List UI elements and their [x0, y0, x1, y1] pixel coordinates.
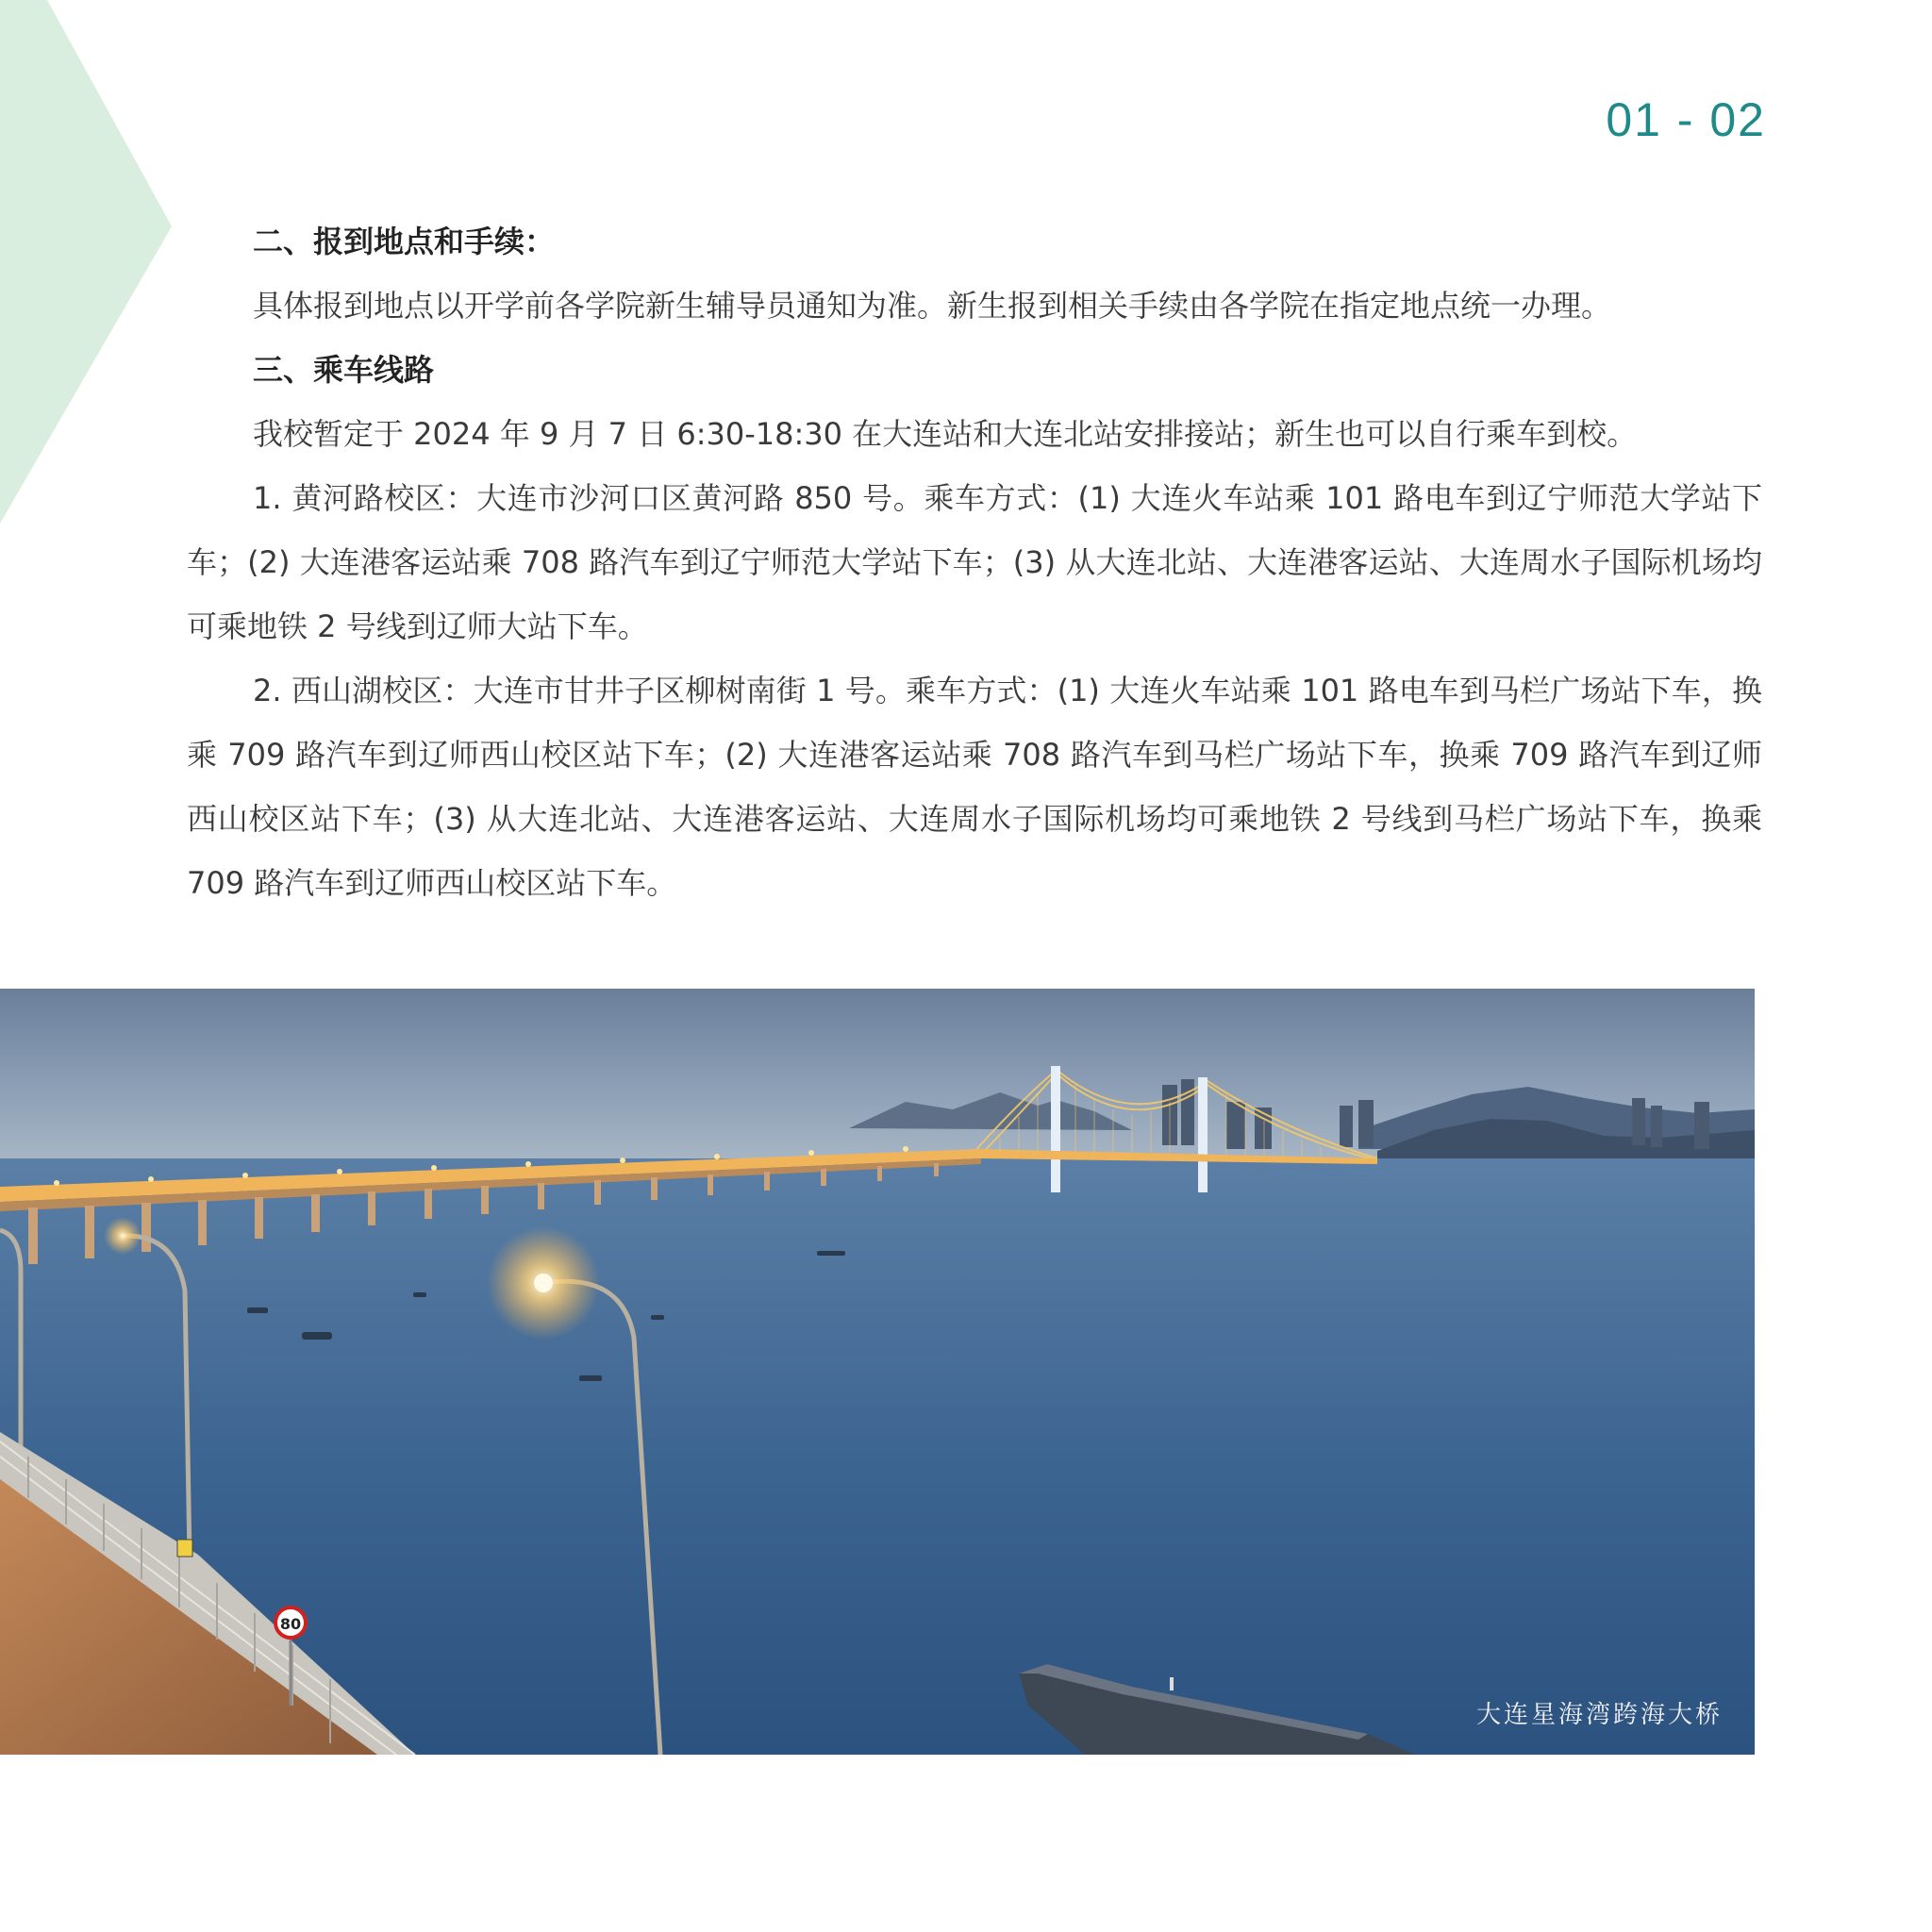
bridge-photo-illustration: [0, 989, 1755, 1755]
section-heading-transport: 三、乘车线路: [253, 352, 435, 388]
route-huanghe-campus: 1. 黄河路校区：大连市沙河口区黄河路 850 号。乘车方式：(1) 大连火车站乘 101 路电车到辽宁师范大学站下车；(2) 大连港客运站乘 708 路汽车到辽宁师范大学站下车；(3) 从大连北站、大连港客运站、大连周水子国际机场均可乘地铁 2 号线到辽师大站下车。: [187, 480, 1762, 644]
registration-paragraph: 具体报到地点以开学前各学院新生辅导员通知为准。新生报到相关手续由各学院在指定地点统一办理。: [253, 288, 1612, 324]
photo-caption: 大连星海湾跨海大桥: [1475, 1701, 1723, 1729]
transport-intro-paragraph: 我校暂定于 2024 年 9 月 7 日 6:30-18:30 在大连站和大连北站安排接站；新生也可以自行乘车到校。: [253, 416, 1638, 452]
route-xishanhu-campus: 2. 西山湖校区：大连市甘井子区柳树南街 1 号。乘车方式：(1) 大连火车站乘 101 路电车到马栏广场站下车，换乘 709 路汽车到辽师西山校区站下车；(2) 大连港客运站乘 708 路汽车到马栏广场站下车，换乘 709 路汽车到辽师西山校区站下车；(3) 从大连北站、大连港客运站、大连周水子国际机场均可乘地铁 2 号线到马栏广场站下车，换乘 709 路汽车到辽师西山校区站下车。: [187, 673, 1762, 901]
article-body: [187, 209, 1762, 915]
decorative-chevron: [0, 0, 179, 528]
speed-limit-value: 80: [279, 1615, 302, 1633]
bridge-photo: [0, 989, 1755, 1755]
page-number: 01 - 02: [1606, 93, 1766, 146]
section-heading-registration: 二、报到地点和手续：: [253, 224, 556, 259]
